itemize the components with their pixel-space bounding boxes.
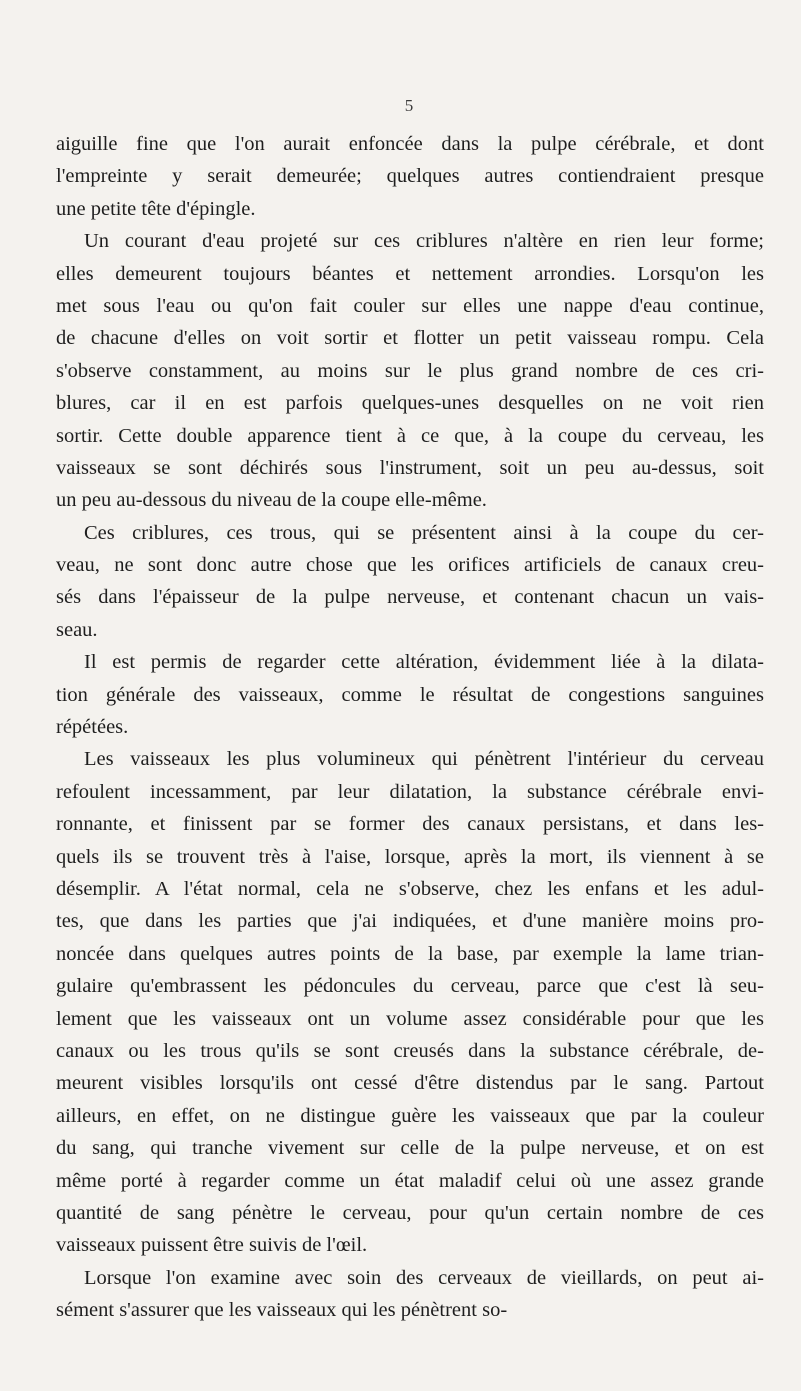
text-line: ronnante, et finissent par se former des canaux persistans, et dans les-: [56, 813, 764, 836]
text-line: Il est permis de regarder cette altération, évidemment liée à la dilata-: [84, 651, 764, 674]
text-line: vaisseaux puissent être suivis de l'œil.: [56, 1234, 368, 1257]
text-line: elles demeurent toujours béantes et nettement arrondies. Lorsqu'on les: [56, 262, 764, 285]
text-line: canaux ou les trous qu'ils se sont creusés dans la substance cérébrale, de-: [56, 1039, 764, 1062]
text-line: l'empreinte y serait demeurée; quelques autres contiendraient presque: [56, 165, 764, 188]
text-line: sés dans l'épaisseur de la pulpe nerveuse, et contenant chacun un vais-: [56, 586, 764, 609]
text-line: Lorsque l'on examine avec soin des cerveaux de vieillards, on peut ai-: [84, 1266, 764, 1289]
text-line: noncée dans quelques autres points de la base, par exemple la lame trian-: [56, 942, 764, 965]
text-line: lement que les vaisseaux ont un volume assez considérable pour que les: [56, 1007, 764, 1030]
text-line: tion générale des vaisseaux, comme le résultat de congestions sanguines: [56, 683, 764, 706]
text-line: met sous l'eau ou qu'on fait couler sur elles une nappe d'eau continue,: [56, 294, 764, 317]
text-line: quantité de sang pénètre le cerveau, pour qu'un certain nombre de ces: [56, 1201, 764, 1224]
text-line: un peu au-dessous du niveau de la coupe elle-même.: [56, 489, 487, 512]
text-line: veau, ne sont donc autre chose que les orifices artificiels de canaux creu-: [56, 554, 764, 577]
body-text: [56, 128, 764, 1326]
text-line: seau.: [56, 618, 98, 641]
text-line: quels ils se trouvent très à l'aise, lorsque, après la mort, ils viennent à se: [56, 845, 764, 868]
text-line: une petite tête d'épingle.: [56, 197, 256, 220]
text-line: Ces criblures, ces trous, qui se présentent ainsi à la coupe du cer-: [84, 521, 764, 544]
text-line: aiguille fine que l'on aurait enfoncée dans la pulpe cérébrale, et dont: [56, 133, 764, 155]
page-number: 5: [404, 96, 414, 115]
text-line: blures, car il en est parfois quelques-unes desquelles on ne voit rien: [56, 392, 764, 415]
text-line: Les vaisseaux les plus volumineux qui pénètrent l'intérieur du cerveau: [84, 748, 764, 771]
text-line: sortir. Cette double apparence tient à ce que, à la coupe du cerveau, les: [56, 424, 764, 447]
text-line: même porté à regarder comme un état maladif celui où une assez grande: [56, 1169, 764, 1192]
text-line: gulaire qu'embrassent les pédoncules du cerveau, parce que c'est là seu-: [56, 975, 764, 998]
text-line: s'observe constamment, au moins sur le plus grand nombre de ces cri-: [56, 359, 764, 382]
text-line: meurent visibles lorsqu'ils ont cessé d'être distendus par le sang. Partout: [56, 1072, 764, 1095]
text-line: de chacune d'elles on voit sortir et flotter un petit vaisseau rompu. Cela: [56, 327, 764, 350]
text-line: du sang, qui tranche vivement sur celle de la pulpe nerveuse, et on est: [56, 1137, 764, 1160]
text-line: refoulent incessamment, par leur dilatation, la substance cérébrale envi-: [56, 780, 764, 803]
text-line: ailleurs, en effet, on ne distingue guère les vaisseaux que par la couleur: [56, 1104, 764, 1127]
text-line: vaisseaux se sont déchirés sous l'instrument, soit un peu au-dessus, soit: [56, 456, 764, 479]
text-line: désemplir. A l'état normal, cela ne s'observe, chez les enfans et les adul-: [56, 877, 764, 900]
text-line: Un courant d'eau projeté sur ces criblures n'altère en rien leur forme;: [84, 230, 764, 253]
text-line: tes, que dans les parties que j'ai indiquées, et d'une manière moins pro-: [56, 910, 764, 933]
text-line: répétées.: [56, 716, 129, 739]
text-line: sément s'assurer que les vaisseaux qui les pénètrent so-: [56, 1299, 508, 1322]
